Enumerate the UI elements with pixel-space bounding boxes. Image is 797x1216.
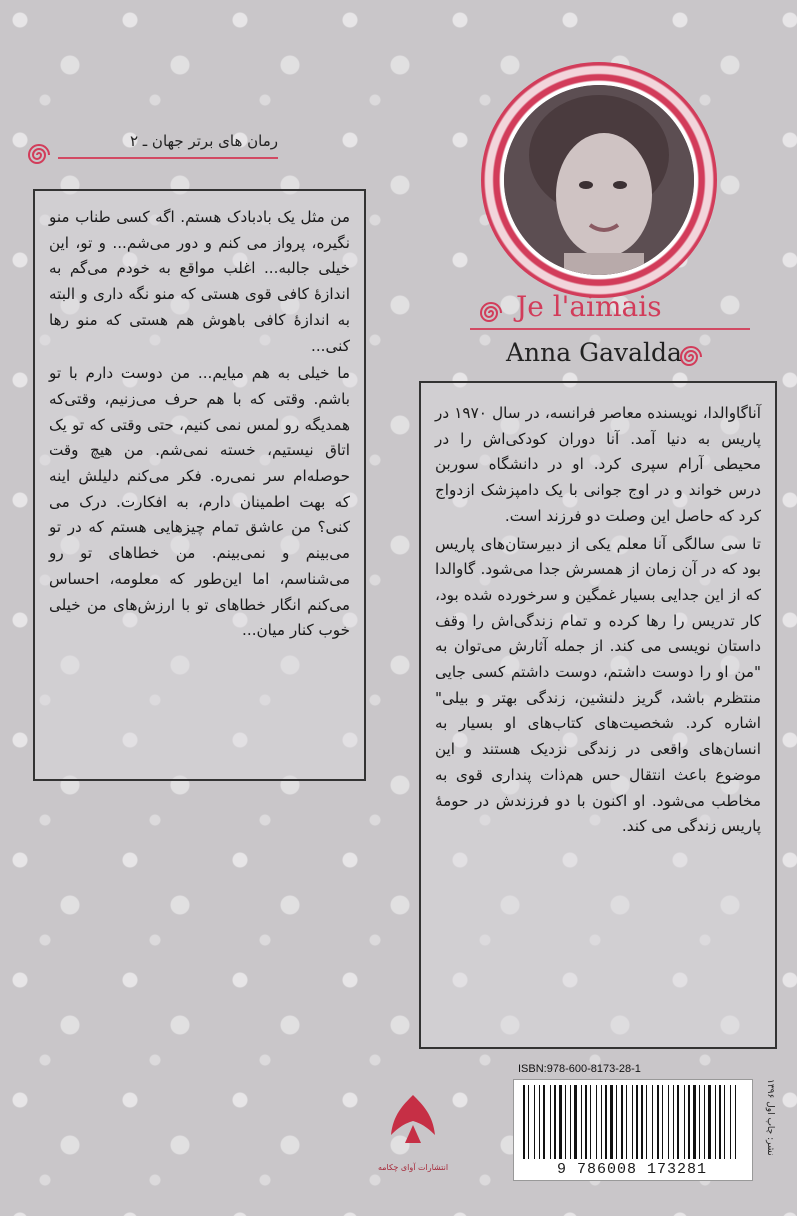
barcode-bar — [610, 1085, 613, 1159]
barcode-bar — [621, 1085, 623, 1159]
spiral-ornament-icon — [24, 140, 54, 170]
print-info-text: نشر: چاپ اول ۱۳۹۶ — [765, 1079, 775, 1156]
barcode-bar — [724, 1085, 725, 1159]
author-name: Anna Gavalda — [506, 338, 682, 367]
barcode-bar — [543, 1085, 545, 1159]
barcode-bar — [626, 1085, 627, 1159]
barcode-bar — [585, 1085, 587, 1159]
author-bio-box — [419, 381, 777, 1049]
publisher-name: انتشارات آوای چکامه — [377, 1163, 449, 1172]
quote-paragraph: ما خیلی به هم میایم... من دوست دارم با تو باشم. وقتی که با هم حرف می‌زنیم، وقتی‌که همدیگه رو لمس نمی کنیم، حتی وقتی که تو یک اتاق نیستیم، خسته نمی‌شم. من هیچ وقت حوصله‌ام سر نمی‌ره. فکر می‌کنم دلیلش اینه که بهت اطمینان دارم، به افکارت. درک می کنی؟ من عاشق تمام چیزهایی هستم که در تو می‌بینم و نمی‌بینم. من خطاهای تو رو می‌شناسم، اما این‌طور که معلومه، احساس می‌کنم انگار خطاهای تو با ارزش‌های من خیلی خوب کنار میان... — [49, 364, 350, 640]
isbn-area — [483, 1059, 783, 1204]
barcode-bar — [616, 1085, 617, 1159]
barcode-bar — [684, 1085, 685, 1159]
barcode-bar — [668, 1085, 669, 1159]
author-portrait — [504, 85, 694, 275]
title-row — [470, 290, 780, 330]
barcode-bar — [719, 1085, 721, 1159]
barcode-bar — [554, 1085, 556, 1159]
barcode-bar — [596, 1085, 597, 1159]
barcode-bar — [565, 1085, 566, 1159]
barcode-bar — [688, 1085, 690, 1159]
barcode-bar — [677, 1085, 679, 1159]
barcode-bar — [735, 1085, 736, 1159]
barcode-bar — [708, 1085, 711, 1159]
book-title: Je l'aimais — [516, 290, 662, 323]
spiral-ornament-icon — [676, 342, 706, 372]
barcode-bar — [657, 1085, 659, 1159]
isbn-label: ISBN:978-600-8173-28-1 — [518, 1063, 641, 1075]
barcode-bar — [693, 1085, 696, 1159]
barcode-bar — [539, 1085, 540, 1159]
barcode-bar — [574, 1085, 577, 1159]
barcode-bar — [715, 1085, 716, 1159]
series-title: رمان های برتر جهان ـ ۲ — [129, 132, 278, 150]
barcode-bar — [662, 1085, 663, 1159]
barcode-bar — [559, 1085, 562, 1159]
barcode-bar — [652, 1085, 653, 1159]
barcode-bar — [646, 1085, 647, 1159]
barcode-bar — [632, 1085, 633, 1159]
publisher-logo-icon — [383, 1085, 443, 1165]
barcode-bar — [730, 1085, 731, 1159]
bio-paragraph: آناگاوالدا، نویسنده معاصر فرانسه، در سال ۱۹۷۰ در پاریس به دنیا آمد. آنا دوران کودکی‌اش را در محیطی آرام سپری کرد. او در دانشگاه سوربن درس خواند و در اوج جوانی با یک دامپزشک ازدواج کرد که حاصل این وصلت دو فرزند است. — [435, 404, 761, 525]
barcode-bar — [523, 1085, 525, 1159]
quote-paragraph: من مثل یک بادبادک هستم. اگه کسی طناب منو نگیره، پرواز می کنم و دور می‌شم... و تو، این خیلی جالبه... اغلب مواقع به خودم می‌گم به اندازهٔ کافی قوی هستی که منو نگه داری و البته به اندازهٔ کافی باهوش هم هستی که منو رها کنی... — [49, 208, 350, 355]
bio-paragraph: تا سی سالگی آنا معلم یکی از دبیرستان‌های پاریس بود که در آن زمان از همسرش جدا می‌شود. گاوالدا که از این جدایی بسیار غمگین و سرخورده شده بود، کار تدریس را رها کرده و تمام زندگی‌اش را وقف داستان نویسی می کند. از جمله آثارش می‌توان به "من او را دوست داشتم، دوست داشتم کسی جایی منتظرم باشد، گریز دلنشین، زندگی بهتر و بیلی" اشاره کرد. شخصیت‌های کتاب‌های او بسیار به انسان‌های واقعی در زندگی نزدیک هستند و این موضوع باعث انتقال حس هم‌ذات پنداری قوی به مخاطب می‌شود. او اکنون با دو فرزندش در حومهٔ پاریس زندگی می کند. — [435, 534, 761, 836]
quote-box — [33, 189, 366, 781]
spiral-ornament-icon — [476, 298, 506, 328]
barcode-bar — [673, 1085, 674, 1159]
barcode-bar — [534, 1085, 535, 1159]
series-underline — [58, 157, 278, 159]
barcode-bar — [581, 1085, 582, 1159]
barcode-bar — [636, 1085, 638, 1159]
barcode-bar — [641, 1085, 643, 1159]
barcode — [519, 1085, 745, 1159]
barcode-bar — [550, 1085, 551, 1159]
barcode-bar — [570, 1085, 571, 1159]
barcode-digits: 9 786008 173281 — [556, 1161, 708, 1178]
author-row — [470, 336, 780, 376]
barcode-bar — [704, 1085, 705, 1159]
barcode-bar — [601, 1085, 602, 1159]
barcode-bar — [590, 1085, 591, 1159]
barcode-bar — [699, 1085, 700, 1159]
series-label-row — [18, 130, 278, 170]
barcode-bar — [605, 1085, 607, 1159]
title-underline — [470, 328, 750, 330]
barcode-bar — [528, 1085, 529, 1159]
